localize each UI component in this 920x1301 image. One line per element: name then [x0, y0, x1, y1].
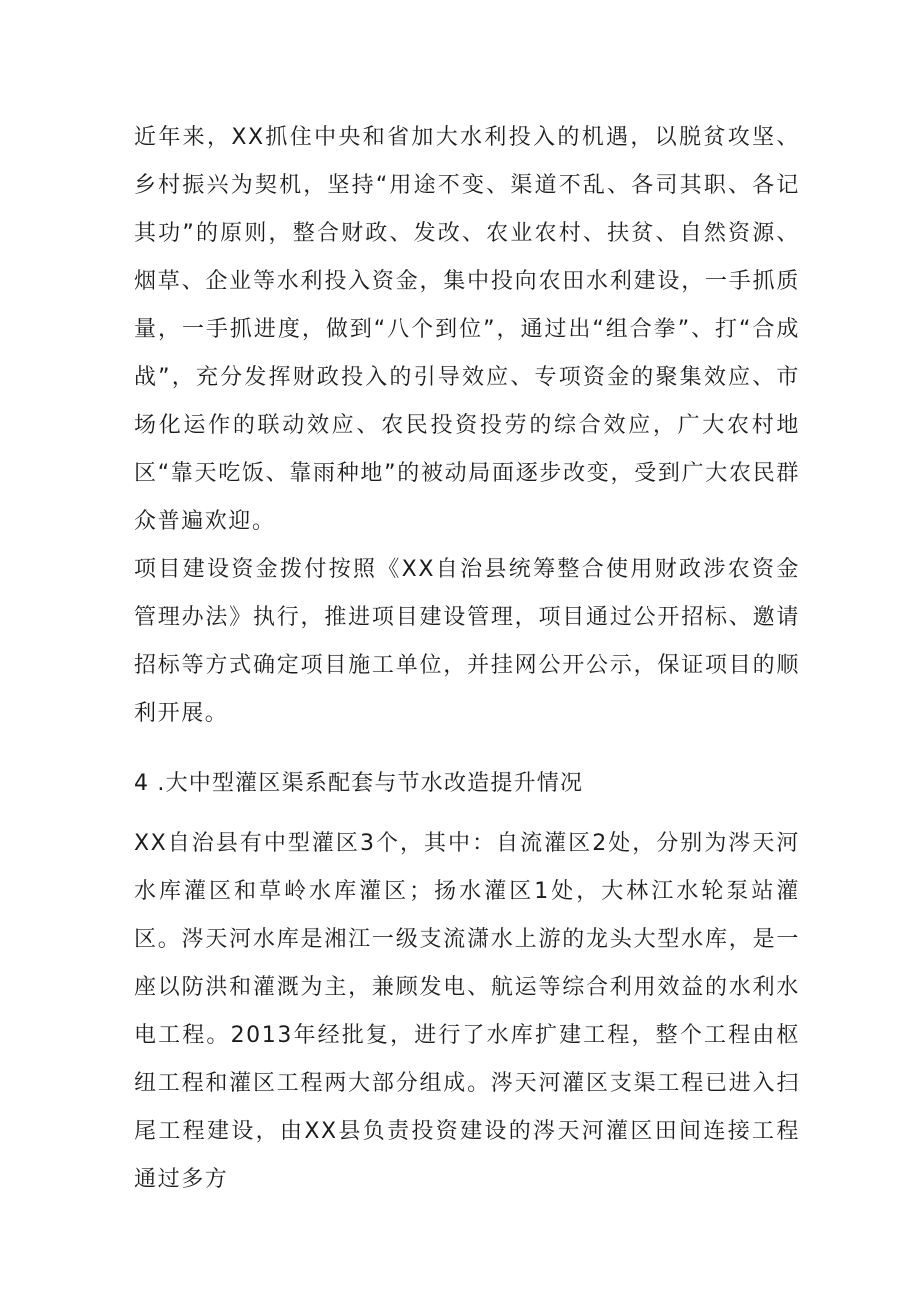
- spacer: [134, 738, 800, 750]
- paragraph-irrigation-districts: XX自治县有中型灌区3个，其中：自流灌区2处，分别为涔天河水库灌区和草岭水库灌区；扬水灌区1处，大林江水轮泵站灌区。涔天河水库是湘江一级支流潇水上游的龙头大型水库，是一座以防洪和灌溉为主，兼顾发电、航运等综合利用效益的水利水电工程。2013年经批复，进行了水库扩建工程，整个工程由枢纽工程和灌区工程两大部分组成。涔天河灌区支渠工程已进入扫尾工程建设，由XX县负责投资建设的涔天河灌区田间连接工程通过多方: [134, 831, 800, 1192]
- paragraph-fund-disbursement: 项目建设资金拨付按照《XX自治县统筹整合使用财政涉农资金管理办法》执行，推进项目建设管理，项目通过公开招标、邀请招标等方式确定项目施工单位，并挂网公开公示，保证项目的顺利开展。: [134, 557, 800, 726]
- paragraph-water-investment: 近年来，XX抓住中央和省加大水利投入的机遇，以脱贫攻坚、乡村振兴为契机，坚持“用途不变、渠道不乱、各司其职、各记其功”的原则，整合财政、发改、农业农村、扶贫、自然资源、烟草、企业等水利投入资金，集中投向农田水利建设，一手抓质量，一手抓进度，做到“八个到位”，通过出“组合拳”、打“合成战”，充分发挥财政投入的引导效应、专项资金的聚集效应、市场化运作的联动效应、农民投资投劳的综合效应，广大农村地区“靠天吃饭、靠雨种地”的被动局面逐步改变，受到广大农民群众普遍欢迎。: [134, 125, 800, 534]
- document-body: [134, 114, 800, 1204]
- section-heading: 4 .大中型灌区渠系配套与节水改造提升情况: [134, 771, 584, 796]
